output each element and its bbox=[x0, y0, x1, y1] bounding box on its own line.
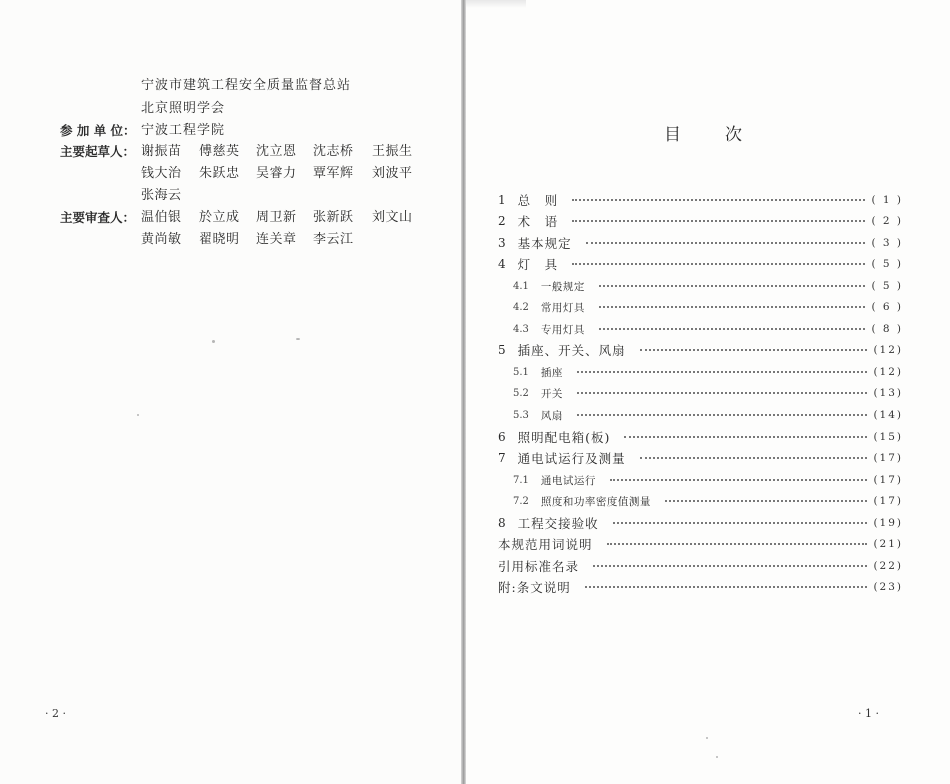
toc-entry bbox=[498, 340, 903, 360]
reviewers-label: 主要审查人： bbox=[60, 210, 136, 225]
toc-subentry bbox=[513, 297, 903, 317]
page-number-left: · 2 · bbox=[45, 707, 66, 720]
toc-entry-title: 照度和功率密度值测量 bbox=[540, 495, 651, 508]
toc-entry-page: ( 2 ) bbox=[871, 215, 903, 227]
drafter-name: 谢振苗 bbox=[141, 144, 182, 159]
toc-leader-dots bbox=[577, 413, 868, 416]
reviewer-name: 黄尚敏 bbox=[141, 232, 182, 247]
toc-entry-page: (17) bbox=[873, 452, 903, 464]
toc-leader-dots bbox=[599, 327, 866, 330]
toc-leader-dots bbox=[577, 370, 868, 373]
toc-entry bbox=[498, 211, 903, 231]
reviewer-name: 於立成 bbox=[199, 210, 240, 225]
reviewer-name: 翟晓明 bbox=[199, 232, 240, 247]
toc-heading-char: 目 bbox=[664, 125, 683, 145]
toc-leader-dots bbox=[665, 499, 868, 502]
toc-entry-number: 5.2 bbox=[513, 387, 529, 399]
toc-entry bbox=[498, 556, 903, 576]
drafters-label: 主要起草人： bbox=[60, 144, 136, 159]
toc-subentry bbox=[513, 491, 903, 511]
paper-speck bbox=[706, 737, 708, 739]
toc-heading bbox=[664, 120, 744, 145]
toc-entry-page: (15) bbox=[873, 431, 903, 443]
toc-entry-page: (17) bbox=[873, 474, 903, 486]
toc-entry bbox=[498, 448, 903, 468]
toc-leader-dots bbox=[572, 219, 865, 222]
toc-entry bbox=[498, 233, 903, 253]
paper-speck bbox=[716, 756, 718, 758]
toc-leader-dots bbox=[577, 391, 868, 394]
toc-entry-number: 8 bbox=[498, 516, 506, 530]
toc-leader-dots bbox=[640, 456, 868, 459]
toc-entry-number: 7.2 bbox=[513, 495, 529, 507]
drafter-name: 沈立恩 bbox=[256, 144, 297, 159]
drafter-name: 覃军辉 bbox=[313, 166, 354, 181]
toc-entry-number: 5 bbox=[498, 343, 506, 357]
toc-entry-page: (21) bbox=[873, 538, 903, 550]
toc-entry-page: (13) bbox=[873, 387, 903, 399]
toc-entry-title: 通电试运行及测量 bbox=[517, 451, 626, 466]
toc-entry-number: 4.2 bbox=[513, 301, 529, 313]
left-page bbox=[0, 0, 462, 784]
toc-entry-page: (14) bbox=[873, 409, 903, 421]
drafter-name: 刘波平 bbox=[372, 166, 413, 181]
toc-subentry bbox=[513, 362, 903, 382]
paper-speck bbox=[212, 340, 215, 343]
toc-entry bbox=[498, 513, 903, 533]
toc-entry-title: 专用灯具 bbox=[540, 323, 585, 336]
toc-leader-dots bbox=[593, 564, 867, 567]
drafter-name: 朱跃忠 bbox=[199, 166, 240, 181]
reviewer-name: 李云江 bbox=[313, 232, 354, 247]
toc-leader-dots bbox=[599, 305, 866, 308]
toc-leader-dots bbox=[613, 521, 868, 524]
toc-entry-title: 开关 bbox=[540, 387, 563, 400]
toc-leader-dots bbox=[599, 284, 866, 287]
toc-leader-dots bbox=[586, 241, 866, 244]
toc-entry-title: 术 语 bbox=[517, 214, 559, 229]
toc-entry-title: 本规范用词说明 bbox=[498, 537, 593, 552]
toc-entry-title: 一般规定 bbox=[540, 280, 585, 293]
toc-entry-page: (23) bbox=[873, 581, 903, 593]
toc-entry-title: 插座、开关、风扇 bbox=[517, 343, 626, 358]
toc-entry-page: (12) bbox=[873, 366, 903, 378]
reviewer-name: 刘文山 bbox=[372, 210, 413, 225]
toc-entry-page: (19) bbox=[873, 517, 903, 529]
toc-leader-dots bbox=[624, 435, 867, 438]
org-line-1: 宁波市建筑工程安全质量监督总站 bbox=[141, 78, 352, 93]
drafter-name: 吴睿力 bbox=[256, 166, 297, 181]
page-edge-shadow bbox=[466, 0, 526, 8]
toc-entry bbox=[498, 577, 903, 597]
drafter-name: 张海云 bbox=[141, 188, 182, 203]
org-line-2: 北京照明学会 bbox=[141, 101, 226, 116]
toc-entry-page: ( 1 ) bbox=[871, 194, 903, 206]
toc-entry-number: 5.1 bbox=[513, 366, 529, 378]
toc-entry-number: 4.1 bbox=[513, 280, 529, 292]
toc-entry-number: 7 bbox=[498, 451, 506, 465]
toc-entry-title: 照明配电箱(板) bbox=[517, 430, 611, 445]
toc-entry-title: 引用标准名录 bbox=[498, 559, 580, 574]
toc-heading-char: 次 bbox=[725, 125, 744, 145]
toc-entry-number: 5.3 bbox=[513, 409, 529, 421]
participating-label: 参 加 单 位： bbox=[60, 123, 136, 138]
toc-entry-page: ( 5 ) bbox=[871, 258, 903, 270]
toc-entry-title: 常用灯具 bbox=[540, 301, 585, 314]
drafter-name: 傅慈英 bbox=[199, 144, 240, 159]
toc-entry-title: 灯 具 bbox=[517, 257, 559, 272]
toc-entry-title: 插座 bbox=[540, 366, 563, 379]
toc-entry-title: 基本规定 bbox=[517, 236, 572, 251]
paper-speck bbox=[137, 414, 139, 416]
toc-subentry bbox=[513, 470, 903, 490]
paper-speck bbox=[296, 338, 300, 340]
reviewer-name: 温伯银 bbox=[141, 210, 182, 225]
toc-entry-title: 通电试运行 bbox=[540, 474, 596, 487]
toc-entry bbox=[498, 427, 903, 447]
toc-entry bbox=[498, 534, 903, 554]
toc-leader-dots bbox=[640, 348, 868, 351]
toc-entry-page: ( 6 ) bbox=[871, 301, 903, 313]
toc-entry-number: 3 bbox=[498, 236, 506, 250]
toc-leader-dots bbox=[572, 198, 865, 201]
reviewer-name: 周卫新 bbox=[256, 210, 297, 225]
toc-entry-number: 7.1 bbox=[513, 474, 529, 486]
toc-entry-title: 附:条文说明 bbox=[498, 580, 571, 595]
toc-entry-number: 4 bbox=[498, 257, 506, 271]
toc-leader-dots bbox=[585, 585, 868, 588]
toc-entry-page: ( 5 ) bbox=[871, 280, 903, 292]
toc-subentry bbox=[513, 276, 903, 296]
participating-value: 宁波工程学院 bbox=[141, 123, 226, 138]
toc-entry bbox=[498, 254, 903, 274]
toc-entry bbox=[498, 190, 903, 210]
toc-entry-number: 2 bbox=[498, 214, 506, 228]
drafter-name: 钱大治 bbox=[141, 166, 182, 181]
toc-entry-page: ( 3 ) bbox=[871, 237, 903, 249]
toc-entry-page: (22) bbox=[873, 560, 903, 572]
drafter-name: 王振生 bbox=[372, 144, 413, 159]
reviewer-name: 连关章 bbox=[256, 232, 297, 247]
toc-leader-dots bbox=[572, 262, 865, 265]
toc-entry-number: 6 bbox=[498, 430, 506, 444]
toc-subentry bbox=[513, 383, 903, 403]
reviewer-name: 张新跃 bbox=[313, 210, 354, 225]
toc-subentry bbox=[513, 405, 903, 425]
toc-entry-number: 1 bbox=[498, 193, 506, 207]
toc-entry-number: 4.3 bbox=[513, 323, 529, 335]
toc-entry-title: 工程交接验收 bbox=[517, 516, 599, 531]
toc-leader-dots bbox=[610, 478, 868, 481]
toc-entry-title: 风扇 bbox=[540, 409, 563, 422]
page-number-right: · 1 · bbox=[858, 707, 879, 720]
toc-entry-page: ( 8 ) bbox=[871, 323, 903, 335]
toc-entry-page: (12) bbox=[873, 344, 903, 356]
toc-entry-title: 总 则 bbox=[517, 193, 559, 208]
drafter-name: 沈志桥 bbox=[313, 144, 354, 159]
toc-entry-page: (17) bbox=[873, 495, 903, 507]
toc-subentry bbox=[513, 319, 903, 339]
toc-leader-dots bbox=[607, 542, 868, 545]
